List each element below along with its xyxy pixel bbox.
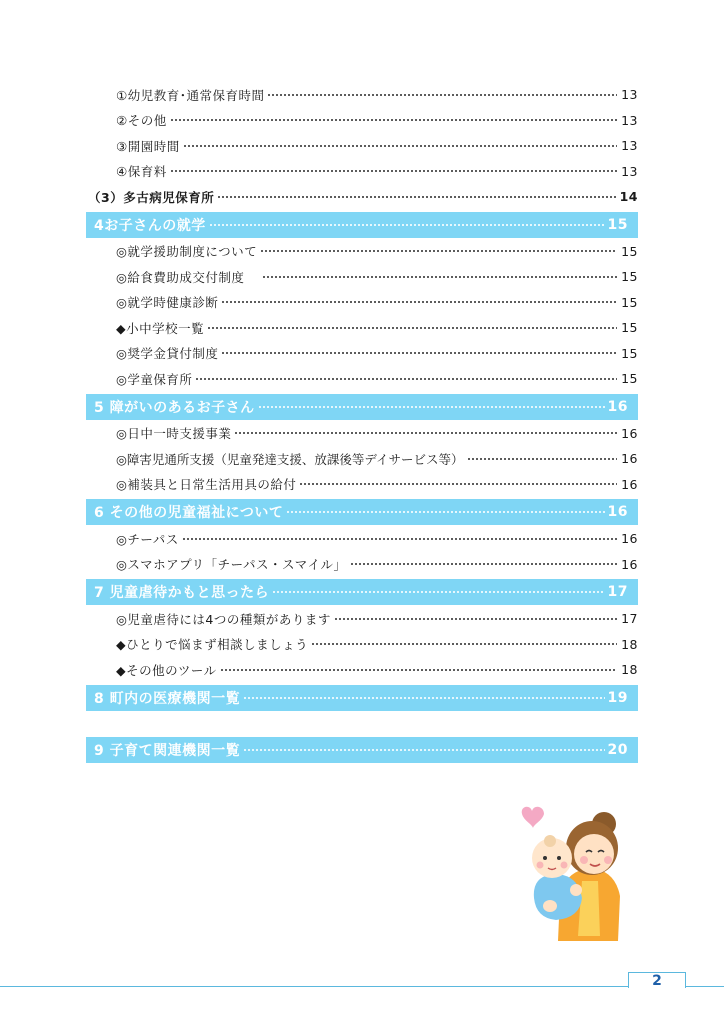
toc-entry-label: ◆小中学校一覧 [116,320,205,336]
toc-entry[interactable] [86,446,638,472]
table-of-contents [86,82,638,764]
leader-dots [209,224,605,226]
toc-section-label: 7 児童虐待かもと思ったら [94,585,270,601]
leader-dots [221,352,617,354]
toc-entry-page: 16 [621,451,638,467]
toc-entry-label: ◎チーパス [116,531,179,547]
toc-entry[interactable] [86,366,638,392]
toc-section-page: 16 [607,398,628,415]
leader-dots [234,432,617,434]
leader-dots [183,145,617,147]
toc-entry-page: 16 [621,425,638,441]
toc-entry[interactable] [86,264,638,290]
leader-dots [207,327,617,329]
toc-entry-page: 13 [621,87,638,103]
leader-dots [195,378,617,380]
toc-entry-label: ②その他 [116,113,167,129]
toc-section-9[interactable] [86,737,638,763]
toc-entry-label: ◎日中一時支援事業 [116,426,232,442]
toc-entry-label: ◎補装具と日常生活用具の給付 [116,477,297,493]
toc-section-5[interactable] [86,394,638,420]
toc-entry[interactable] [86,239,638,265]
toc-section-4[interactable] [86,212,638,238]
toc-section-label: 9 子育て関連機関一覧 [94,742,241,759]
toc-entry-label: ◆ひとりで悩まず相談しましょう [116,637,309,653]
toc-entry[interactable] [86,421,638,447]
leader-dots [299,483,617,485]
toc-entry[interactable] [86,133,638,159]
leader-dots [267,94,617,96]
toc-section-page: 16 [607,504,628,520]
toc-entry-page: 15 [621,294,638,310]
toc-entry-label: ◎障害児通所支援（児童発達支援、放課後等デイサービス等） [116,451,464,467]
toc-entry-page: 15 [621,269,638,285]
toc-entry[interactable] [86,341,638,367]
toc-entry-label: ◎奨学金貸付制度 [116,346,219,362]
leader-dots [350,563,617,565]
toc-entry-page: 16 [621,556,638,572]
leader-dots [258,406,605,408]
toc-subsection[interactable] [86,184,638,210]
toc-entry-label: ◎就学時健康診断 [116,295,219,311]
toc-entry-page: 13 [621,138,638,154]
toc-entry-label: ①幼児教育･通常保育時間 [116,87,265,103]
toc-entry-label: ◎スマホアプリ「チーパス・スマイル」 [116,557,347,573]
toc-section-7[interactable] [86,579,638,605]
page-number: 2 [628,972,686,988]
leader-dots [221,301,617,303]
footer-rule [0,986,724,987]
leader-dots [311,643,617,645]
toc-entry-label: ◎学童保育所 [116,371,193,387]
leader-dots [262,276,617,278]
toc-entry-page: 15 [621,371,638,387]
toc-entry-page: 15 [621,243,638,259]
toc-entry-page: 15 [621,320,638,336]
toc-entry-page: 17 [621,611,638,627]
toc-entry-page: 15 [621,345,638,361]
toc-entry-page: 18 [621,662,638,678]
toc-entry[interactable] [86,552,638,578]
toc-section-label: 8 町内の医療機関一覧 [94,690,241,707]
toc-entry[interactable] [86,632,638,658]
toc-entry-label: ◎給食費助成交付制度 [116,269,245,285]
leader-dots [182,538,617,540]
leader-dots [170,170,617,172]
leader-dots [217,196,616,198]
toc-entry[interactable] [86,526,638,552]
leader-dots [170,119,617,121]
toc-entry-label: ◆その他のツール [116,662,217,678]
toc-entry[interactable] [86,606,638,632]
spacer [86,712,638,735]
toc-entry-label: （3）多古病児保育所 [88,189,215,205]
toc-section-label: 5 障がいのあるお子さん [94,399,255,416]
toc-section-6[interactable] [86,499,638,525]
toc-entry[interactable] [86,315,638,341]
toc-section-page: 19 [607,689,628,706]
toc-entry-label: ③開園時間 [116,138,180,154]
leader-dots [334,618,617,620]
leader-dots [467,458,617,460]
toc-section-label: 4お子さんの就学 [94,217,206,234]
toc-entry-label: ◎児童虐待には4つの種類があります [116,611,331,627]
toc-entry-page: 14 [619,189,638,205]
leader-dots [272,591,604,593]
mother-holding-baby-with-heart-icon [520,786,640,946]
toc-entry[interactable] [86,472,638,498]
toc-entry-page: 18 [621,636,638,652]
toc-entry-page: 16 [621,531,638,547]
leader-dots [243,697,604,699]
leader-dots [220,669,617,671]
toc-section-page: 20 [607,741,628,758]
toc-entry-label: ◎就学援助制度について [116,244,258,260]
toc-entry[interactable] [86,108,638,134]
toc-entry-page: 16 [621,476,638,492]
toc-entry[interactable] [86,82,638,108]
toc-entry-label: ④保育料 [116,164,167,180]
leader-dots [243,749,604,751]
toc-entry-page: 13 [621,112,638,128]
leader-dots [260,250,617,252]
leader-dots [286,511,604,513]
toc-entry[interactable] [86,159,638,185]
toc-section-page: 15 [607,216,628,233]
toc-section-8[interactable] [86,685,638,711]
toc-section-label: 6 その他の児童福祉について [94,505,284,521]
toc-entry[interactable] [86,290,638,316]
toc-entry[interactable] [86,657,638,683]
toc-section-page: 17 [607,584,628,600]
toc-entry-page: 13 [621,163,638,179]
